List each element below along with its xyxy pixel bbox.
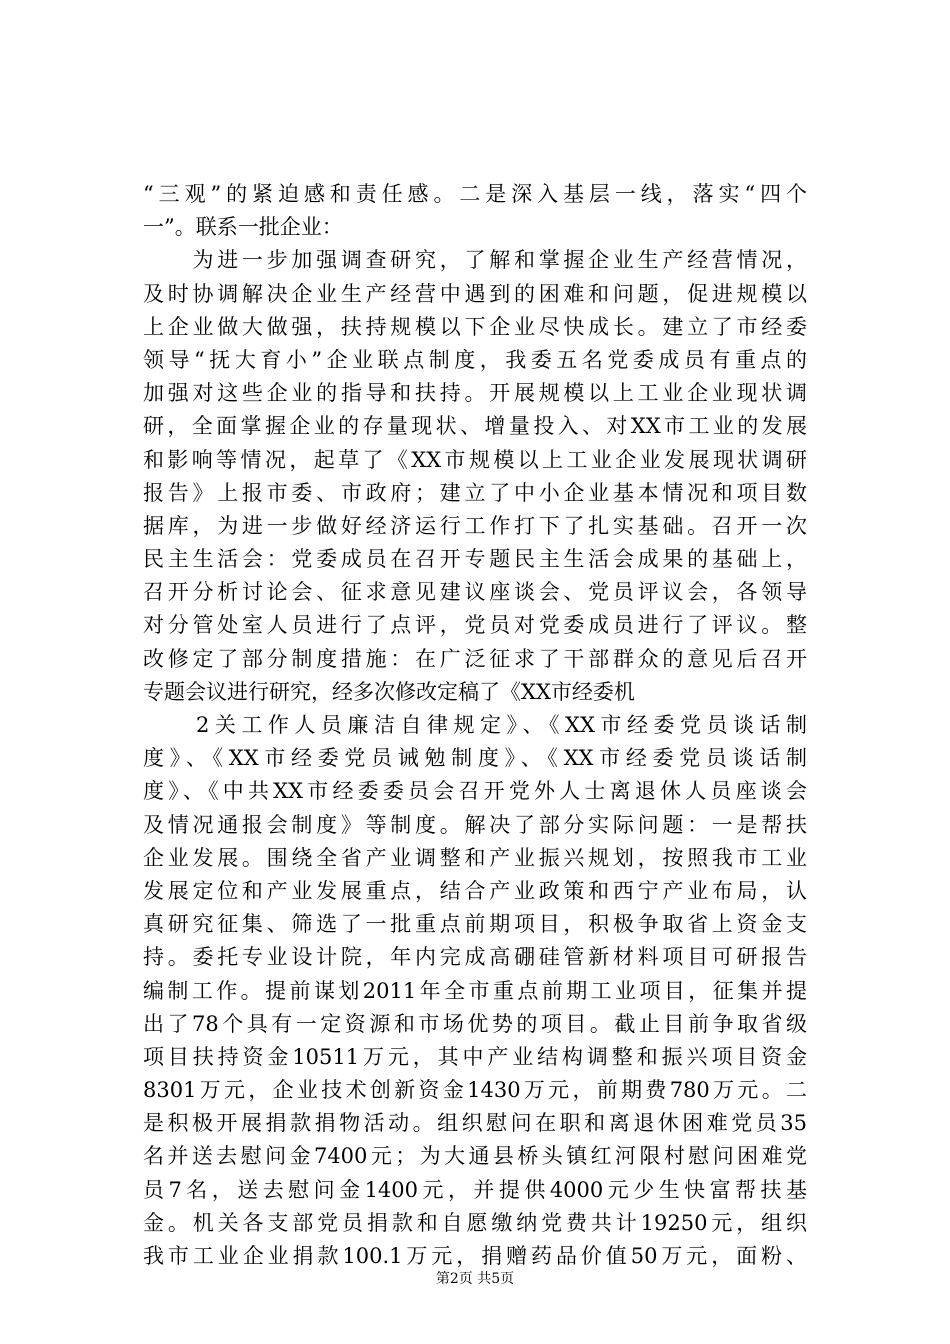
text-line: 研，全面掌握企业的存量现状、增量投入、对XX市工业的发展 [143,414,807,439]
text-line: 8301万元，企业技术创新资金1430万元，前期费780万元。二 [143,1078,807,1103]
text-line: 企业发展。围绕全省产业调整和产业振兴规划，按照我市工业 [143,845,807,870]
text-line: 及情况通报会制度》等制度。解决了部分实际问题：一是帮扶 [143,812,807,837]
text-line: 是积极开展捐款捐物活动。组织慰问在职和离退休困难党员35 [143,1111,807,1136]
text-line: 及时协调解决企业生产经营中遇到的困难和问题，促进规模以 [143,281,807,306]
text-line: 对分管处室人员进行了点评，党员对党委成员进行了评议。整 [143,613,807,638]
text-line: 领导“抚大育小”企业联点制度，我委五名党委成员有重点的 [143,347,807,372]
text-line: 召开分析讨论会、征求意见建议座谈会、党员评议会，各领导 [143,580,807,605]
text-line: 持。委托专业设计院，年内完成高硼硅管新材料项目可研报告 [143,945,807,970]
text-line: 民主生活会：党委成员在召开专题民主生活会成果的基础上， [143,547,807,572]
text-line: 编制工作。提前谋划2011年全市重点前期工业项目，征集并提 [143,978,807,1003]
text-line: 项目扶持资金10511万元，其中产业结构调整和振兴项目资金 [143,1044,807,1069]
text-line: 名并送去慰问金7400元；为大通县桥头镇红河限村慰问困难党 [143,1144,807,1169]
text-line: 报告》上报市委、市政府；建立了中小企业基本情况和项目数 [143,480,807,505]
text-line: 真研究征集、筛选了一批重点前期项目，积极争取省上资金支 [143,912,807,937]
text-line: 金。机关各支部党员捐款和自愿缴纳党费共计19250元，组织 [143,1210,807,1235]
text-line: 据库，为进一步做好经济运行工作打下了扎实基础。召开一次 [143,513,807,538]
text-line: 度》、《XX市经委党员诫勉制度》、《XX市经委党员谈话制 [143,746,807,771]
text-line: 我市工业企业捐款100.1万元，捐赠药品价值50万元，面粉、 [143,1244,807,1268]
text-line: 改修定了部分制度措施：在广泛征求了干部群众的意见后召开 [143,646,807,671]
text-line: 2关工作人员廉洁自律规定》、《XX市经委党员谈话制 [143,713,807,737]
text-line: 度》、《中共XX市经委委员会召开党外人士离退休人员座谈会 [143,779,807,804]
text-line: 和影响等情况，起草了《XX市规模以上工业企业发展现状调研 [143,447,807,472]
text-line: 加强对这些企业的指导和扶持。开展规模以上工业企业现状调 [143,381,807,406]
body-text [143,178,807,1273]
text-line: 上企业做大做强，扶持规模以下企业尽快成长。建立了市经委 [143,314,807,339]
text-line: 发展定位和产业发展重点，结合产业政策和西宁产业布局，认 [143,878,807,903]
text-line: 一”。联系一批企业： [143,215,343,240]
page-footer: 第2页 共5页 [435,1271,515,1287]
text-line: 员7名，送去慰问金1400元，并提供4000元少生快富帮扶基 [143,1177,807,1202]
text-line: 为进一步加强调查研究，了解和掌握企业生产经营情况， [143,248,807,273]
text-line: “三观”的紧迫感和责任感。二是深入基层一线，落实“四个 [143,182,807,206]
text-line: 出了78个具有一定资源和市场优势的项目。截止目前争取省级 [143,1011,807,1036]
text-line: 专题会议进行研究，经多次修改定稿了《XX市经委机 [143,679,635,704]
